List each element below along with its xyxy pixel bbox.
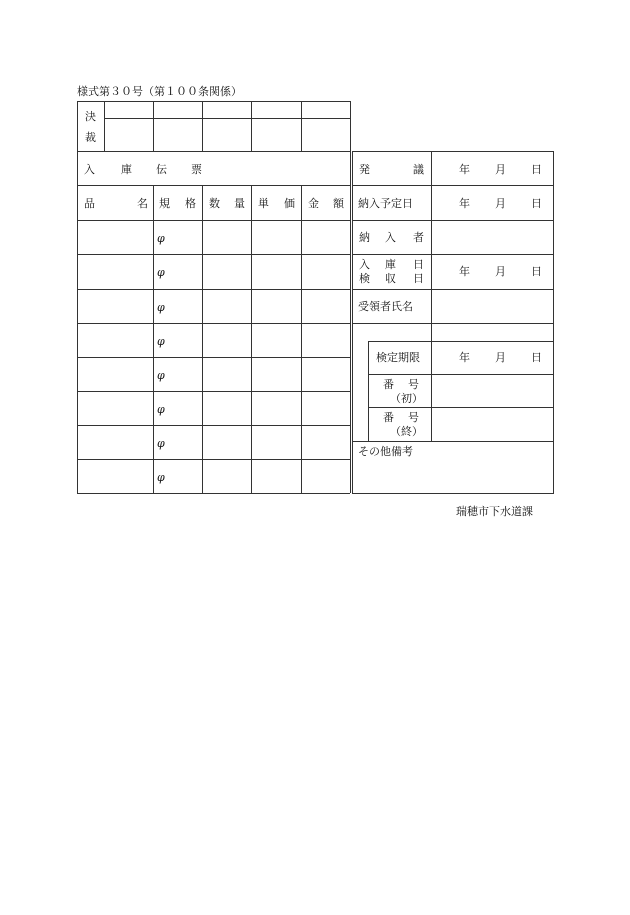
deliverer-label-3: 者 <box>413 231 424 244</box>
slip-title-char-2: 庫 <box>121 163 132 176</box>
header-item-2: 名 <box>137 197 148 210</box>
phi-symbol: φ <box>157 266 165 279</box>
footer-department: 瑞穂市下水道課 <box>456 505 533 518</box>
date-month: 月 <box>495 351 506 364</box>
slip-title-char-1: 入 <box>84 163 95 176</box>
date-year: 年 <box>459 351 470 364</box>
number-label-2: 号 <box>408 411 419 424</box>
phi-symbol: φ <box>157 335 165 348</box>
number-label-1: 番 <box>383 411 394 424</box>
inspection-validity-label: 検定期限 <box>376 351 420 364</box>
received-label-1: 入 <box>359 258 370 271</box>
date-day: 日 <box>531 163 542 176</box>
form-title: 様式第３０号（第１００条関係） <box>77 85 242 98</box>
phi-symbol: φ <box>157 232 165 245</box>
header-unit-price-2: 価 <box>284 197 295 210</box>
phi-symbol: φ <box>157 403 165 416</box>
issue-label-2: 議 <box>413 163 424 176</box>
date-month: 月 <box>495 197 506 210</box>
approval-label-2: 裁 <box>85 131 96 144</box>
inspected-label-3: 日 <box>413 272 424 285</box>
header-spec-2: 格 <box>185 197 196 210</box>
date-day: 日 <box>531 351 542 364</box>
header-qty-1: 数 <box>209 197 220 210</box>
date-year: 年 <box>459 163 470 176</box>
header-item-1: 品 <box>84 197 95 210</box>
date-day: 日 <box>531 197 542 210</box>
header-amount-1: 金 <box>308 197 319 210</box>
first-label: （初） <box>390 392 423 405</box>
issue-label-1: 発 <box>359 163 370 176</box>
last-label: （終） <box>390 425 423 438</box>
date-month: 月 <box>495 265 506 278</box>
remarks-label: その他備考 <box>358 445 413 458</box>
header-amount-2: 額 <box>333 197 344 210</box>
slip-title-char-3: 伝 <box>156 163 167 176</box>
deliverer-label-1: 納 <box>359 231 370 244</box>
phi-symbol: φ <box>157 301 165 314</box>
delivery-plan-label: 納入予定日 <box>358 197 413 210</box>
phi-symbol: φ <box>157 437 165 450</box>
date-year: 年 <box>459 197 470 210</box>
inspected-label-1: 検 <box>359 272 370 285</box>
approval-label-1: 決 <box>85 110 96 123</box>
date-day: 日 <box>531 265 542 278</box>
header-spec-1: 規 <box>159 197 170 210</box>
phi-symbol: φ <box>157 471 165 484</box>
date-year: 年 <box>459 265 470 278</box>
received-label-3: 日 <box>413 258 424 271</box>
date-month: 月 <box>495 163 506 176</box>
received-label-2: 庫 <box>385 258 396 271</box>
number-label-2: 号 <box>408 378 419 391</box>
phi-symbol: φ <box>157 369 165 382</box>
deliverer-label-2: 入 <box>385 231 396 244</box>
recipient-label: 受領者氏名 <box>358 300 413 313</box>
inspected-label-2: 収 <box>385 272 396 285</box>
slip-title-char-4: 票 <box>191 163 202 176</box>
header-unit-price-1: 単 <box>258 197 269 210</box>
number-label-1: 番 <box>383 378 394 391</box>
header-qty-2: 量 <box>234 197 245 210</box>
